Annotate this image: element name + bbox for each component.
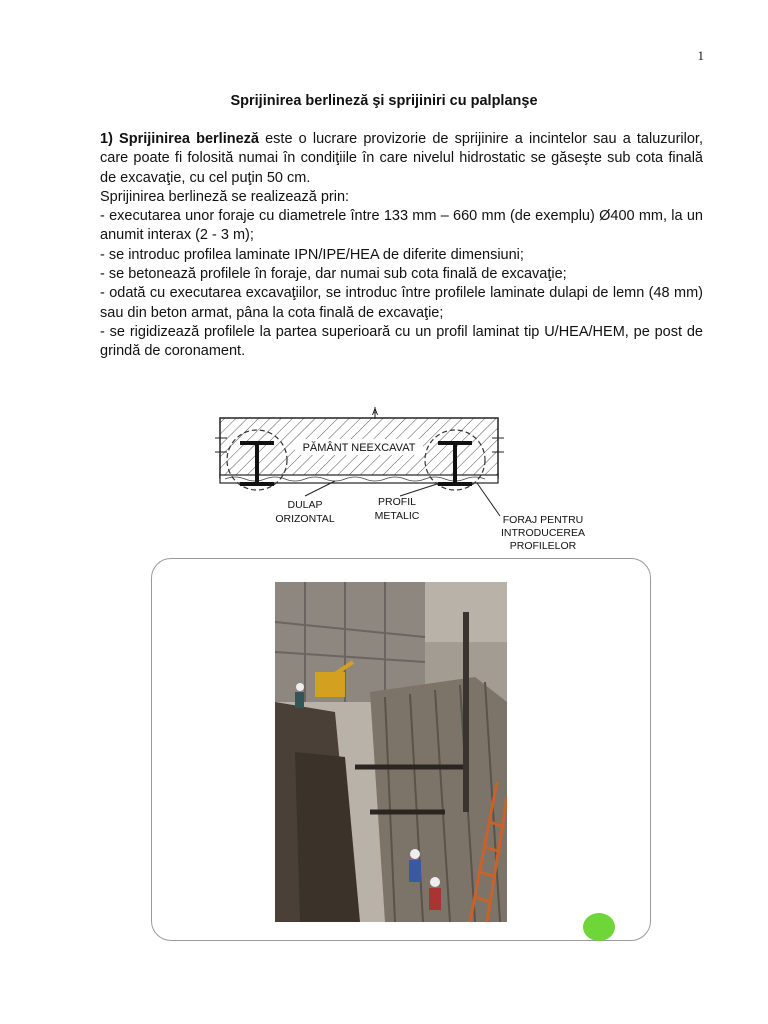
document-title: Sprijinirea berlineză şi sprijiniri cu palplanşe	[230, 93, 538, 109]
body-text	[100, 130, 703, 362]
green-dot-marker	[583, 913, 615, 941]
label-profil-line2: METALIC	[374, 510, 420, 522]
i-profile-right-web	[453, 441, 457, 485]
berlin-wall-section-diagram	[215, 405, 610, 555]
paragraph-summary: Sprijinirea berlineză se realizează prin:	[100, 188, 350, 205]
label-foraj-line3: PROFILELOR	[509, 540, 577, 552]
soil-label: PĂMÂNT NEEXCAVAT	[302, 442, 416, 454]
section-mark: A	[371, 407, 379, 417]
i-profile-right-bottom	[438, 482, 472, 486]
list-item-rigidizare: - se rigidizează profilele la partea superioară cu un profil laminat tip U/HEA/HEM, pe post de grindă de coronament.	[100, 323, 703, 360]
intro-lead: 1) Sprijinirea berlineză	[100, 131, 259, 147]
intro-text: este o lucrare provizorie de sprijinire a incintelor sau a taluzurilor, care poate fi folosită numai în condiţiile în care nivelul hidrostatic se găseşte sub cota finală de excavaţie, cu cel puţin 50 cm.	[100, 131, 703, 186]
label-foraj-line1: FORAJ PENTRU	[502, 514, 584, 526]
i-profile-left-bottom	[240, 482, 274, 486]
list-item-dulapi: - odată cu executarea excavaţiilor, se introduc între profilele laminate dulapi de lemn (48 mm) sau din beton armat, pâna la cota finală de excavaţie;	[100, 285, 703, 321]
label-profil-line1: PROFIL	[378, 496, 416, 508]
page-number: 1	[697, 48, 704, 63]
i-profile-left-web	[255, 441, 259, 485]
intro-paragraph	[100, 130, 703, 188]
list-item-foraje: - executarea unor foraje cu diametrele între 133 mm – 660 mm (de exemplu) Ø400 mm, la un anumit interax (2 - 3 m);	[100, 208, 703, 244]
label-foraj-line2: INTRODUCEREA	[500, 527, 586, 539]
list-item-profile: - se introduc profilea laminate IPN/IPE/HEA de diferite dimensiuni;	[100, 246, 524, 263]
construction-site-photo	[275, 582, 507, 922]
list-item-betonare: - se betonează profilele în foraje, dar numai sub cota finală de excavaţie;	[100, 266, 567, 283]
label-dulap-line1: DULAP	[287, 499, 323, 511]
label-dulap-line2: ORIZONTAL	[275, 513, 335, 525]
